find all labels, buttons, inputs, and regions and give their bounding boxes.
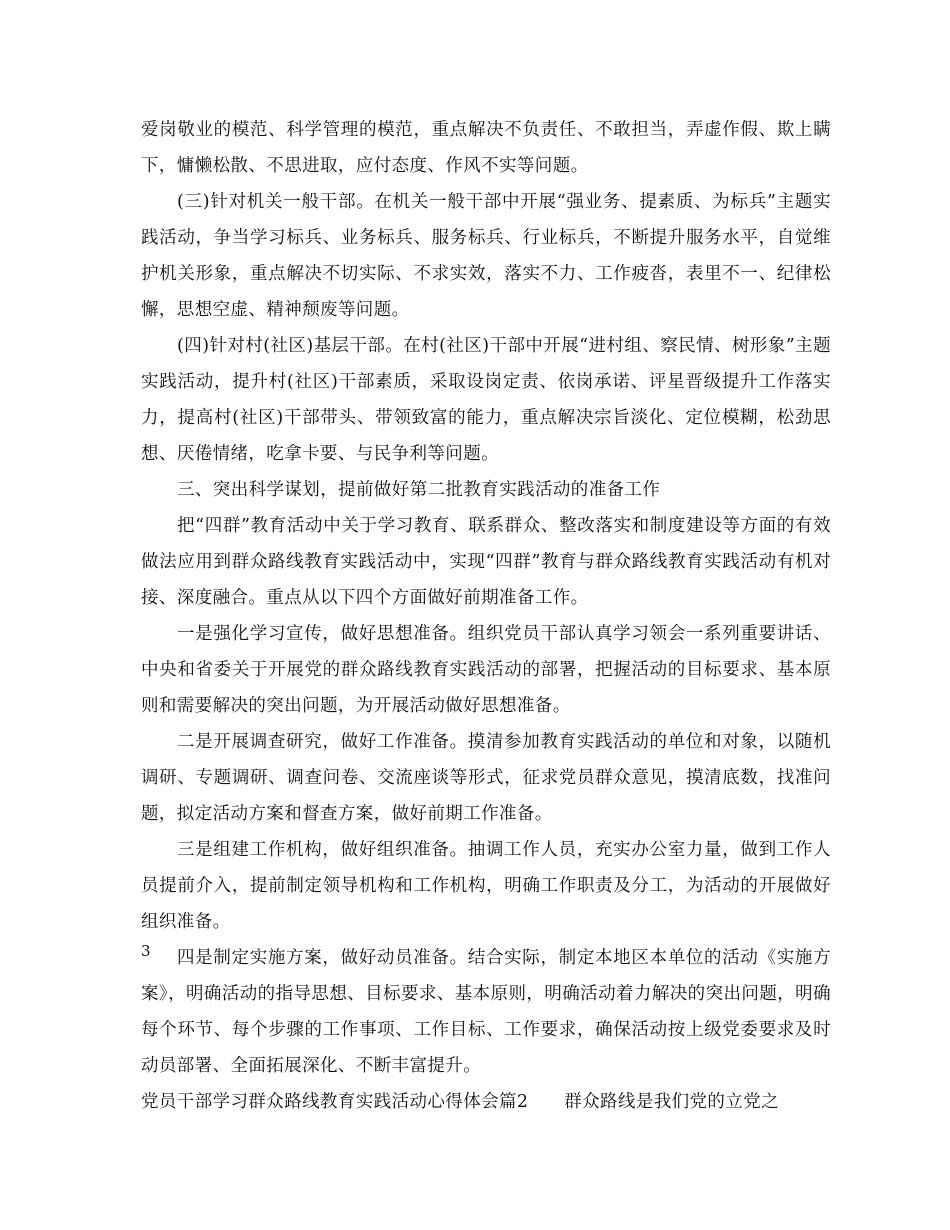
body-text: [141, 112, 831, 1120]
page-number: 3: [141, 942, 151, 960]
paragraph: 三是组建工作机构，做好组织准备。抽调工作人员，充实办公室力量，做到工作人员提前介入，提前制定领导机构和工作机构，明确工作职责及分工，为活动的开展做好组织准备。: [141, 840, 831, 932]
section-heading: 三、突出科学谋划，提前做好第二批教育实践活动的准备工作: [177, 480, 661, 500]
paragraph: 四是制定实施方案，做好动员准备。结合实际，制定本地区本单位的活动《实施方案》，明确活动的指导思想、目标要求、基本原则，明确活动着力解决的突出问题，明确每个环节、每个步骤的工作事项、工作目标、工作要求，确保活动按上级党委要求及时动员部署、全面拓展深化、不断丰富提升。: [141, 948, 831, 1076]
paragraph: (四)针对村(社区)基层干部。在村(社区)干部中开展“进村组、察民情、树形象”主题实践活动，提升村(社区)干部素质，采取设岗定责、依岗承诺、评星晋级提升工作落实力，提高村(社区)干部带头、带领致富的能力，重点解决宗旨淡化、定位模糊，松劲思想、厌倦情绪，吃拿卡要、与民争利等问题。: [141, 336, 831, 464]
paragraph: (三)针对机关一般干部。在机关一般干部中开展“强业务、提素质、为标兵”主题实践活动，争当学习标兵、业务标兵、服务标兵、行业标兵，不断提升服务水平，自觉维护机关形象，重点解决不切实际、不求实效，落实不力、工作疲沓，表里不一、纪律松懈，思想空虚、精神颓废等问题。: [141, 192, 831, 320]
paragraph: 一是强化学习宣传，做好思想准备。组织党员干部认真学习领会一系列重要讲话、中央和省委关于开展党的群众路线教育实践活动的部署，把握活动的目标要求、基本原则和需要解决的突出问题，为开展活动做好思想准备。: [141, 624, 831, 716]
paragraph: 把“四群”教育活动中关于学习教育、联系群众、整改落实和制度建设等方面的有效做法应用到群众路线教育实践活动中，实现“四群”教育与群众路线教育实践活动有机对接、深度融合。重点从以下四个方面做好前期准备工作。: [141, 516, 831, 608]
paragraph: 二是开展调查研究，做好工作准备。摸清参加教育实践活动的单位和对象，以随机调研、专题调研、调查问卷、交流座谈等形式，征求党员群众意见，摸清底数，找准问题，拟定活动方案和督查方案，做好前期工作准备。: [141, 732, 831, 824]
article-title-line: 党员干部学习群众路线教育实践活动心得体会篇2 群众路线是我们党的立党之: [141, 1092, 780, 1112]
paragraph: 爱岗敬业的模范、科学管理的模范，重点解决不负责任、不敢担当，弄虚作假、欺上瞒下，慵懒松散、不思进取，应付态度、作风不实等问题。: [141, 120, 831, 176]
